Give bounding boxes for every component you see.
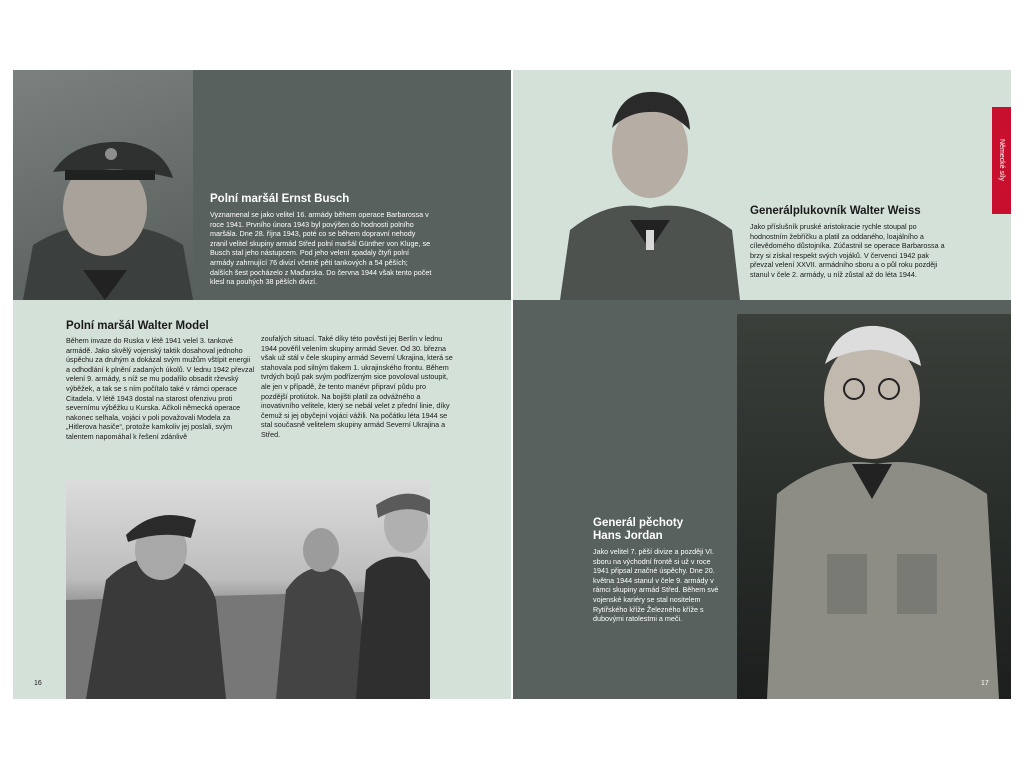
weiss-body: Jako příslušník pruské aristokracie rychle stoupal po hodnostním žebříčku a platil za oddaného, loajálního a cílevědomého důstojníka. Zúčastnil se operace Barbarossa a brzy si získal respekt svých vojáků. V červenci 1942 pak převzal velení XXVII. armádního sboru a o půl roku později stanul v čele 2. armády, u níž zůstal až do léta 1944.	[750, 222, 945, 279]
weiss-text-block	[750, 205, 950, 280]
model-heading: Polní maršál Walter Model	[66, 320, 209, 332]
model-group-photo	[66, 480, 430, 699]
page-number-right: 17	[981, 680, 989, 687]
busch-body: Vyznamenal se jako velitel 16. armády během operace Barbarossa v roce 1941. Prvního února 1943 byl povýšen do hodnosti polního maršála. Dne 28. října 1943, poté co se během dopravní nehody zranil velitel skupiny armád Střed polní maršál Günther von Kluge, se Busch stal jeho nástupcem. Pod jeho velení spadaly čtyři polní armády zahrnující 76 divizí včetně pěti tankových a 54 pěších; dalších šest pocházelo z Maďarska. Do června 1944 však tento počet klesl na pouhých 38 pěších divizí.	[210, 210, 432, 287]
busch-text-block	[210, 193, 432, 287]
jordan-body: Jako velitel 7. pěší divize a později VI. sboru na východní frontě si už v roce 1941 připsal značné úspěchy. Dne 20. května 1944 stanul v čele 9. armády v rámci skupiny armád Střed. Během své vojenské kariéry se stal nositelem Rytířského kříže Železného kříže s dubovými ratolestmi a meči.	[593, 547, 719, 624]
model-text-block	[66, 320, 256, 442]
busch-portrait-photo	[13, 70, 193, 300]
weiss-heading: Generálplukovník Walter Weiss	[750, 205, 921, 217]
page-number-left: 16	[34, 680, 42, 687]
model-body-column-1: Během invaze do Ruska v létě 1941 velel 3. tankové armádě. Jako skvělý vojenský taktik dosahoval jednoho úspěchu za druhým a dokázal svým mužům vštípit energii a odhodlání k plnění zadaných úkolů. V lednu 1942 převzal velení 9. armády, s níž se mu podařilo obsadit rževský výběžek, a tak se s ním počítalo také v rámci operace Citadela. V létě 1943 dostal na starost ofenzivu proti severnímu výběžku u Kurska. Ačkoli německá operace nakonec selhala, vojáci v poli považovali Modela za „Hitlerova hasiče“, protože kamkoliv jej poslali, svým talentem napomáhal k řešení zdánlivě	[66, 336, 255, 441]
jordan-text-block	[593, 517, 725, 624]
jordan-heading-line-1: Generál pěchoty	[593, 517, 684, 529]
jordan-portrait-photo	[737, 314, 1011, 699]
model-body-column-2: zoufalých situací. Také díky této pověsti jej Berlín v lednu 1944 pověřil velením skupiny armád Sever. Od 30. března však už stál v čele skupiny armád Severní Ukrajina, která se stahovala pod silným tlakem 1. ukrajinského frontu. Během tvrdých bojů pak svým podřízeným sice povoloval ustoupit, ale jen v případě, že tento manévr připraví půdu pro pozdější protiútok. Na bojišti platil za odvážného a inovativního velitele, který se nebál velet z přední linie, díky čemuž si jej obyčejní vojáci vážili. Na počátku léta 1944 se stal současně velitelem skupiny armád Severní Ukrajina a Střed.	[261, 334, 453, 439]
model-text-column-2	[261, 334, 453, 440]
busch-heading: Polní maršál Ernst Busch	[210, 193, 350, 205]
section-side-tab: Německé síly	[992, 107, 1011, 214]
jordan-heading-line-2: Hans Jordan	[593, 530, 663, 542]
weiss-portrait-photo	[560, 80, 740, 300]
